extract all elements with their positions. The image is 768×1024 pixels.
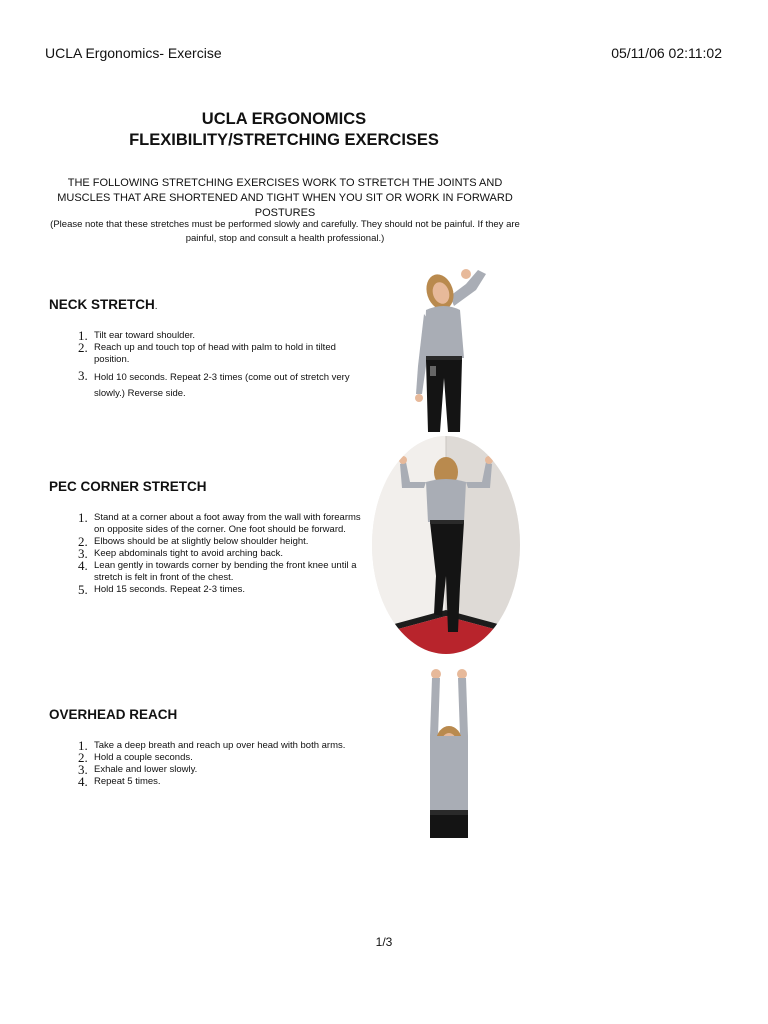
step-number: 3. [78,368,88,383]
step-number: 5. [78,582,88,597]
header-timestamp: 05/11/06 02:11:02 [611,45,722,61]
step-text: Keep abdominals tight to avoid arching back. [94,548,284,559]
list-item [78,512,368,536]
step-number: 3. [78,546,88,561]
step-number: 3. [78,762,88,777]
document-title-line1: UCLA ERGONOMICS [201,110,367,128]
list-item [78,740,368,752]
step-text: Reach up and touch top of head with palm to hold in tilted position. [94,342,336,365]
step-text: Take a deep breath and reach up over head with both arms. [94,740,346,751]
overhead-reach-steps [78,740,368,788]
step-text: Stand at a corner about a foot away from the wall with forearms on opposite sides of the corner. One foot should be forward. [94,512,361,535]
caution-note: (Please note that these stretches must be performed slowly and carefully. They should not be painful. If they are painful, stop and consult a health professional.) [50,219,520,244]
list-item [78,342,368,366]
list-item [78,752,368,764]
list-item [78,764,368,776]
section-title-text: NECK STRETCH [49,297,155,312]
step-number: 2. [78,750,88,765]
list-item [78,776,368,788]
pec-corner-stretch-photo [372,436,520,654]
step-text: Tilt ear toward shoulder. [94,330,196,341]
step-text: Elbows should be at slightly below shoulder height. [94,536,309,547]
list-item [78,370,368,402]
step-text: Hold a couple seconds. [94,752,193,763]
step-number: 1. [78,328,88,343]
list-item [78,560,368,584]
step-number: 2. [78,340,88,355]
step-text: Hold 10 seconds. Repeat 2-3 times (come out of stretch very slowly.) Reverse side. [94,372,350,399]
intro-paragraph: THE FOLLOWING STRETCHING EXERCISES WORK TO STRETCH THE JOINTS AND MUSCLES THAT ARE SHORTENED AND TIGHT WHEN YOU SIT OR WORK IN FORWARD POSTURES [57,177,513,219]
step-text: Lean gently in towards corner by bending the front knee until a stretch is felt in front of the chest. [94,560,357,583]
document-title-line2: FLEXIBILITY/STRETCHING EXERCISES [129,131,439,149]
list-item [78,536,368,548]
list-item [78,548,368,560]
step-number: 4. [78,558,88,573]
step-text: Repeat 5 times. [94,776,161,787]
pec-corner-stretch-steps [78,512,368,596]
section-title-pec-corner-stretch: PEC CORNER STRETCH [49,479,207,494]
step-number: 1. [78,510,88,525]
step-text: Hold 15 seconds. Repeat 2-3 times. [94,584,246,595]
header-title: UCLA Ergonomics- Exercise [45,45,222,61]
step-text: Exhale and lower slowly. [94,764,198,775]
neck-stretch-steps [78,330,368,402]
step-number: 4. [78,774,88,789]
neck-stretch-photo [404,266,492,432]
list-item [78,584,368,596]
step-number: 1. [78,738,88,753]
overhead-reach-photo [416,666,478,838]
section-title-suffix: . [154,301,158,312]
section-title-neck-stretch [49,297,158,312]
list-item [78,330,368,342]
step-number: 2. [78,534,88,549]
page-number: 1/3 [375,935,393,949]
section-title-overhead-reach: OVERHEAD REACH [49,707,178,722]
